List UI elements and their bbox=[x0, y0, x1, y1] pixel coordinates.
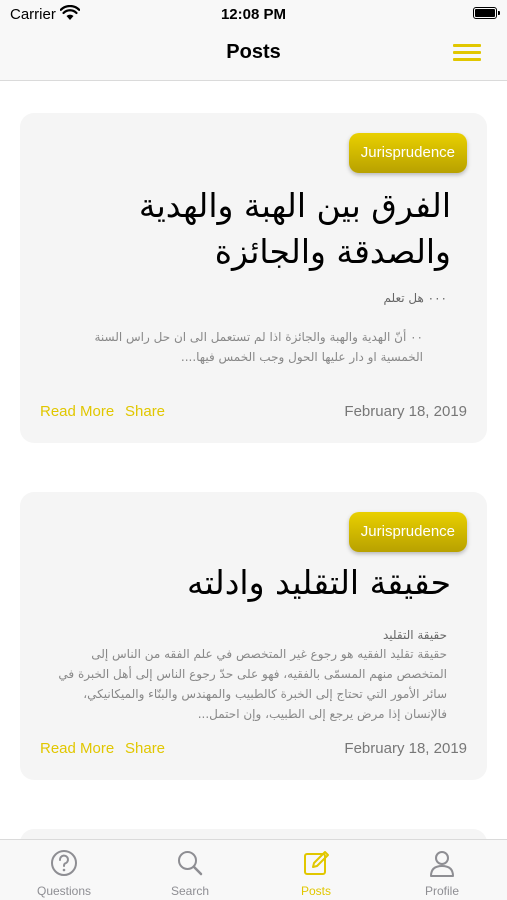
question-circle-icon bbox=[49, 848, 79, 878]
person-icon bbox=[427, 848, 457, 878]
carrier-label: Carrier bbox=[10, 6, 56, 23]
share-link[interactable]: Share bbox=[125, 740, 166, 757]
tab-profile[interactable] bbox=[379, 840, 505, 900]
post-subtitle: حقيقة التقليد bbox=[382, 628, 447, 642]
post-excerpt: ٠٠ أنّ الهدية والهبة والجائزة اذا لم تستعمل الى ان حل راس السنة الخمسية او دار عليها الحول وجب الخمس فيها.... bbox=[94, 330, 423, 364]
post-footer bbox=[40, 740, 467, 760]
read-more-link[interactable]: Read More bbox=[40, 403, 115, 420]
tab-questions[interactable] bbox=[1, 840, 127, 900]
post-excerpt: حقيقة تقليد الفقيه هو رجوع غير المتخصص في علم الفقه من الناس إلى المتخصص منهم المسمّى بالفقيه، فهو على حدّ رجوع الناس إلى أهل الخبرة في سائر الأمور التي تحتاج إلى الخبرة كالطبيب والمهندس والبنّاء والميكانيكي، فالإنسان إذا مرض يرجع إلى الطبيب، وإن احتمل... bbox=[58, 647, 447, 721]
post-date: February 18, 2019 bbox=[344, 403, 467, 420]
post-footer bbox=[40, 403, 467, 423]
page-title: Posts bbox=[226, 41, 281, 63]
tab-posts-label: Posts bbox=[300, 884, 331, 898]
category-badge[interactable]: Jurisprudence bbox=[349, 512, 467, 552]
read-more-link[interactable]: Read More bbox=[40, 740, 115, 757]
tab-posts[interactable] bbox=[253, 840, 379, 900]
hamburger-menu-icon[interactable] bbox=[453, 44, 481, 62]
battery-icon bbox=[473, 7, 497, 19]
post-card[interactable] bbox=[20, 829, 487, 839]
clock: 12:08 PM bbox=[220, 6, 287, 23]
tab-questions-label: Questions bbox=[36, 884, 92, 898]
posts-list[interactable] bbox=[0, 81, 507, 839]
status-bar bbox=[0, 0, 507, 28]
tab-bar bbox=[0, 839, 507, 900]
category-badge[interactable]: Jurisprudence bbox=[349, 133, 467, 173]
search-icon bbox=[175, 848, 205, 878]
post-title: الفرق بين الهبة والهدية والصدقة والجائزة bbox=[138, 186, 451, 271]
tab-profile-label: Profile bbox=[424, 884, 459, 898]
post-date: February 18, 2019 bbox=[344, 740, 467, 757]
edit-icon bbox=[301, 848, 331, 878]
post-card[interactable] bbox=[20, 113, 487, 443]
share-link[interactable]: Share bbox=[125, 403, 166, 420]
post-title: حقيقة التقليد وادلته bbox=[187, 563, 451, 602]
post-subtitle: ٠٠٠ هل تعلم bbox=[383, 291, 447, 305]
navigation-bar bbox=[0, 28, 507, 81]
tab-search[interactable] bbox=[127, 840, 253, 900]
tab-search-label: Search bbox=[170, 884, 210, 898]
post-card[interactable] bbox=[20, 492, 487, 780]
